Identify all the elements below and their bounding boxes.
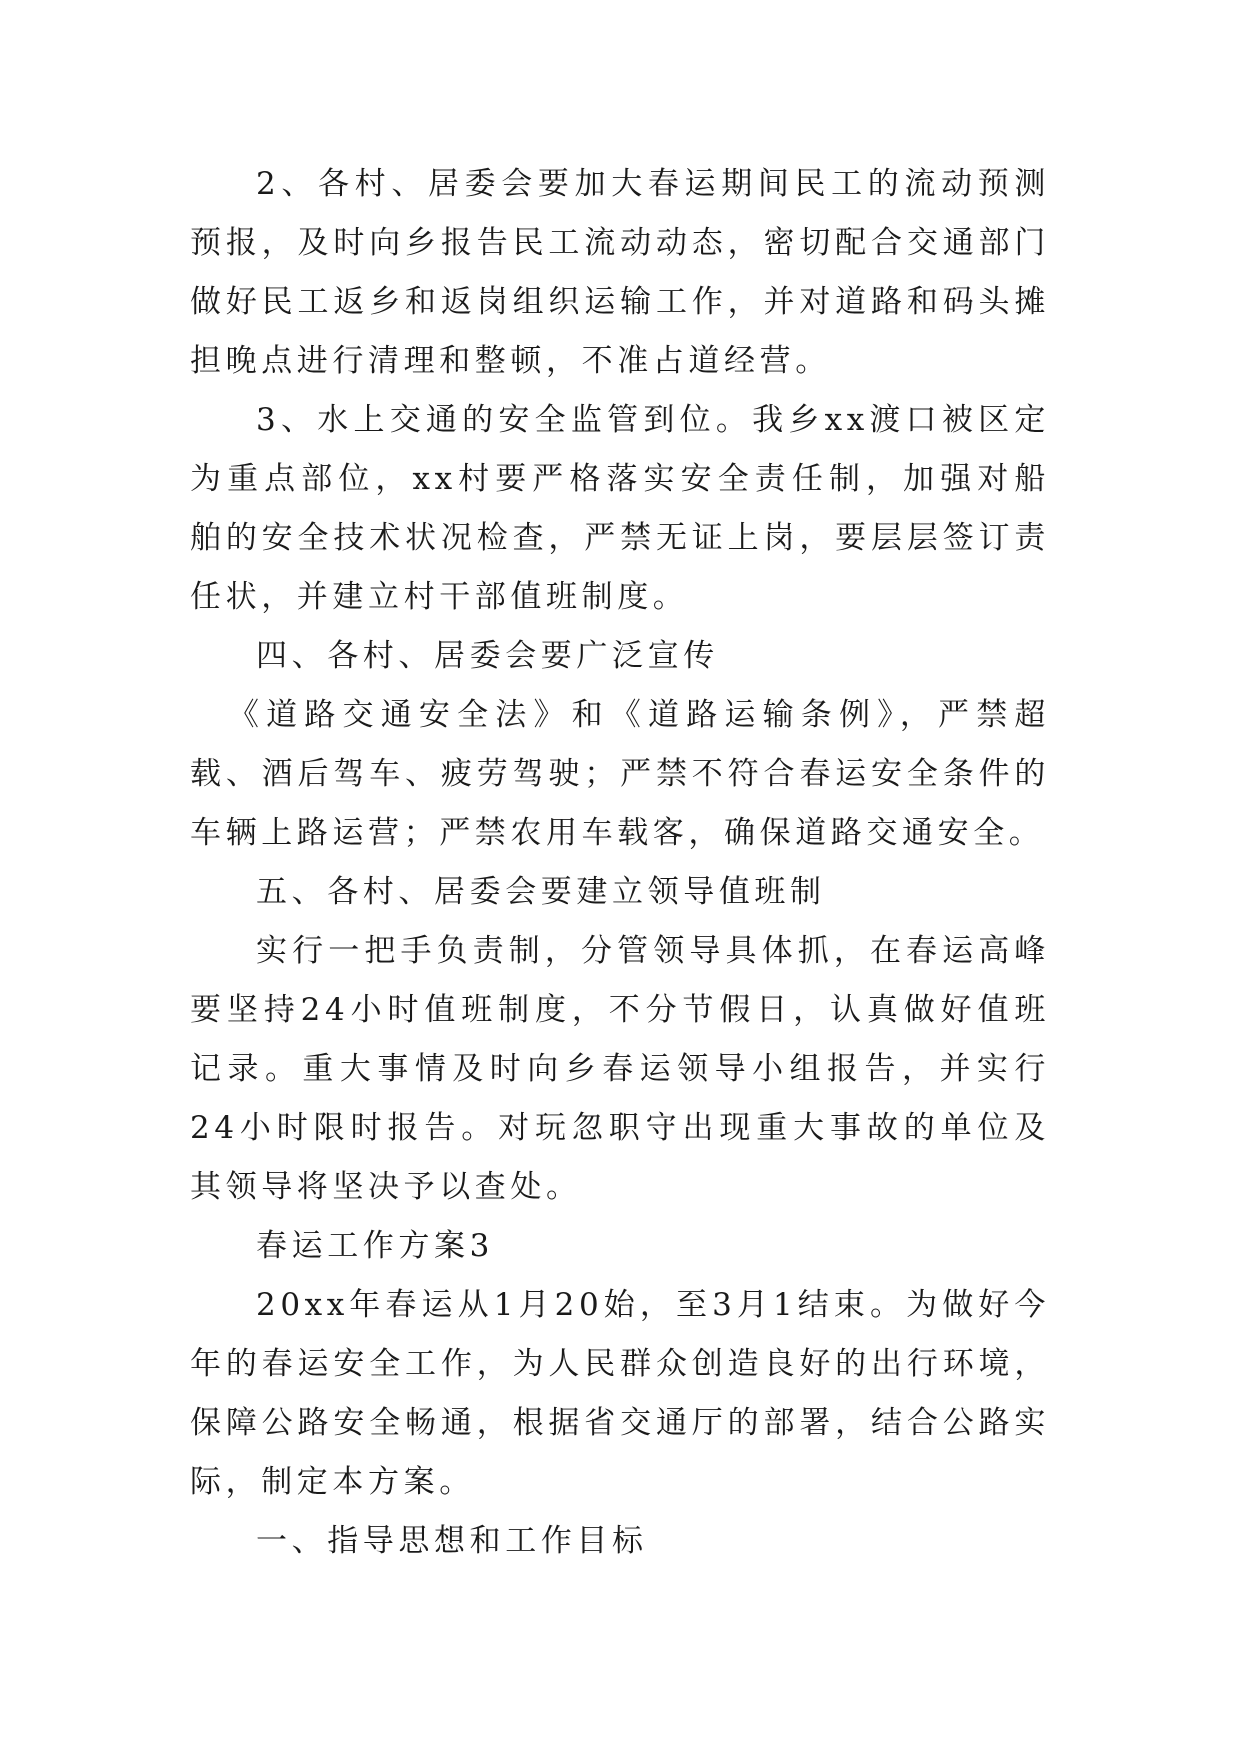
- paragraph-traffic-law: 《道路交通安全法》和《道路运输条例》，严禁超载、酒后驾车、疲劳驾驶；严禁不符合春运安全条件的车辆上路运营；严禁农用车载客，确保道路交通安全。: [190, 697, 1050, 851]
- paragraph-plan-intro: 20xx年春运从1月20始，至3月1结束。为做好今年的春运安全工作，为人民群众创造良好的出行环境，保障公路安全畅通，根据省交通厅的部署，结合公路实际，制定本方案。: [190, 1287, 1050, 1500]
- document-body: [190, 155, 1050, 1571]
- paragraph-migrant-workers: 2、各村、居委会要加大春运期间民工的流动预测预报，及时向乡报告民工流动动态，密切配合交通部门做好民工返乡和返岗组织运输工作，并对道路和码头摊担晚点进行清理和整顿，不准占道经营。: [190, 166, 1050, 379]
- heading-plan-3: 春运工作方案3: [256, 1228, 494, 1264]
- paragraph-responsibility: 实行一把手负责制，分管领导具体抓，在春运高峰要坚持24小时值班制度，不分节假日，认真做好值班记录。重大事情及时向乡春运领导小组报告，并实行24小时限时报告。对玩忽职守出现重大事故的单位及其领导将坚决予以查处。: [190, 933, 1050, 1205]
- paragraph-water-traffic: 3、水上交通的安全监管到位。我乡xx渡口被区定为重点部位，xx村要严格落实安全责任制，加强对船舶的安全技术状况检查，严禁无证上岗，要层层签订责任状，并建立村干部值班制度。: [190, 402, 1050, 615]
- heading-publicity: 四、各村、居委会要广泛宣传: [256, 638, 719, 674]
- heading-duty-system: 五、各村、居委会要建立领导值班制: [256, 874, 826, 910]
- heading-guiding-thought: 一、指导思想和工作目标: [256, 1523, 648, 1559]
